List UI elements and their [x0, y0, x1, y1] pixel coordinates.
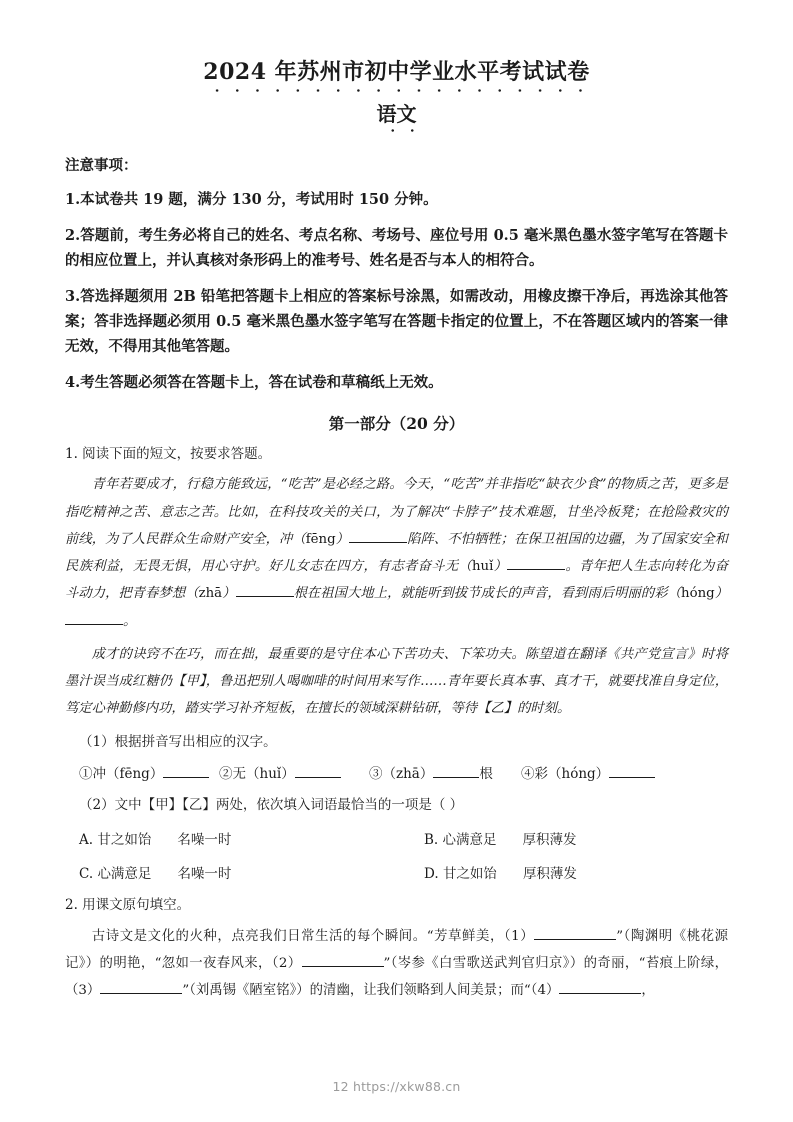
pinyin-blank-2-char: 无（ [232, 766, 260, 783]
pinyin-blank-3-after: 根 [479, 766, 493, 783]
footer-watermark: 12 https://xkw88.cn [332, 1079, 461, 1094]
question-1-sub-2-label: （2）文中【甲】【乙】两处，依次填入词语最恰当的一项是（ ） [79, 796, 464, 813]
option-d-second: 厚积薄发 [522, 866, 577, 883]
question-1-passage-paragraph-1 [65, 465, 728, 635]
option-c-key: C. [79, 866, 94, 883]
passage-text-b: ） [335, 531, 350, 547]
page-title [65, 0, 728, 89]
passage-text-a: 青年若要成才，行稳方能致远，“吃苦”是必经之路。今天，“吃苦”并非指吃“缺衣少食”的物质之苦，更多是指吃精神之苦、意志之苦。比如，在科技攻关的关口，为了解决“卡脖子”技术难题，甘坐冷板凳；在抢险救灾的前线，为了人民群众生命财产安全，冲（ [65, 477, 728, 547]
pinyin-blank-2-close: ） [281, 766, 295, 783]
q2-answer-input-3[interactable] [100, 993, 182, 994]
q2-answer-input-1[interactable] [534, 939, 616, 940]
notices-heading: 注意事项： [65, 156, 138, 174]
passage-text-g: 根在祖国大地上，就能听到拔节成长的声音，看到雨后明丽的彩（ [293, 586, 681, 602]
option-d[interactable] [424, 864, 577, 886]
question-1-sub-1-label: （1）根据拼音写出相应的汉字。 [79, 733, 277, 750]
option-c-second: 名噪一时 [177, 866, 232, 883]
notice-item-4: 4.考生答题必须答在答题卡上，答在试卷和草稿纸上无效。 [65, 373, 443, 391]
option-a-first: 甘之如饴 [97, 831, 152, 848]
pinyin-blank-3-char: （ [382, 766, 396, 783]
pinyin-blank-3-num: ③ [369, 766, 383, 783]
pinyin-blank-1 [79, 764, 219, 786]
option-a-second: 名噪一时 [177, 831, 232, 848]
inline-blank-3[interactable] [236, 596, 294, 597]
option-c-first: 心满意足 [97, 866, 152, 883]
pinyin-blank-1-close: ） [149, 766, 164, 783]
page-title-text: 2024 年苏州市初中学业水平考试试卷 [203, 58, 589, 89]
pinyin-blank-3-close: ） [419, 766, 434, 783]
option-d-key: D. [424, 866, 439, 883]
passage-pinyin-hong: hóng [681, 586, 715, 602]
q2-text-c: ”（岑参《白雪歌送武判官归京》）的奇丽，“苔痕上阶绿，（3） [65, 956, 728, 998]
part-heading: 第一部分（20 分） [328, 413, 465, 433]
passage-pinyin-feng: fēng [305, 531, 336, 547]
option-row-ab [65, 817, 728, 852]
passage-text-e: 。青年把人生志向转化为奋斗动力，把青春梦想（ [65, 559, 729, 602]
pinyin-blank-3 [369, 764, 521, 786]
passage-text-f: ） [222, 586, 236, 602]
option-b[interactable] [424, 830, 577, 852]
q2-answer-input-4[interactable] [559, 993, 641, 994]
question-1-stem: 1. 阅读下面的短文，按要求答题。 [65, 445, 272, 462]
pinyin-blank-1-num: ① [79, 766, 93, 783]
passage-pinyin-hui: huǐ [471, 559, 494, 575]
passage-pinyin-zha: zhā [198, 586, 223, 602]
passage-text-i: 。 [123, 613, 137, 629]
option-b-key: B. [424, 831, 439, 848]
passage-text-d: ） [493, 559, 508, 575]
subject-title [65, 89, 728, 129]
pinyin-answer-input-4[interactable] [609, 777, 655, 778]
pinyin-blank-4-char: 彩（ [534, 766, 562, 783]
option-row-cd [65, 851, 728, 886]
pinyin-blank-2-num: ② [219, 766, 233, 783]
notice-item-3: 3.答选择题须用 2B 铅笔把答题卡上相应的答案标号涂黑，如需改动，用橡皮擦干净后，再选涂其他答案；答非选择题必须用 0.5 毫米黑色墨水签字笔写在答题卡指定的位置上，不在答题区域内的答案一律无效，不得用其他笔答题。 [65, 287, 728, 355]
option-b-second: 厚积薄发 [522, 831, 577, 848]
pinyin-blank-1-pinyin: fēng [119, 766, 150, 783]
pinyin-blank-3-pinyin: zhā [396, 766, 420, 783]
question-2-stem: 2. 用课文原句填空。 [65, 896, 191, 913]
q2-text-b: ”（陶渊明《桃花源记》）的明艳，“忽如一夜春风来，（2） [65, 929, 728, 972]
pinyin-blank-2 [219, 764, 369, 786]
pinyin-blank-2-pinyin: huǐ [259, 766, 282, 783]
pinyin-blank-4-close: ） [595, 766, 610, 783]
q2-answer-input-2[interactable] [302, 966, 384, 967]
question-1-passage-paragraph-2: 成才的诀窍不在巧，而在拙，最重要的是守住本心下苦功夫、下笨功夫。陈望道在翻译《共产党宣言》时将墨汁误当成红糖仍【甲】，鲁迅把别人喝咖啡的时间用来写作……青年要长真本事、真才干，就要找准自身定位，笃定心神勤修内功，踏实学习补齐短板，在擅长的领域深耕钻研，等待【乙】的时刻。 [65, 646, 728, 717]
notice-item-1: 1.本试卷共 19 题，满分 130 分，考试用时 150 分钟。 [65, 191, 438, 209]
notice-item-2: 2.答题前，考生务必将自己的姓名、考点名称、考场号、座位号用 0.5 毫米黑色墨水签字笔写在答题卡的相应位置上，并认真核对条形码上的准考号、姓名是否与本人的相符合。 [65, 227, 728, 269]
inline-blank-2[interactable] [507, 569, 565, 570]
pinyin-blank-1-char: 冲（ [92, 766, 120, 783]
q2-text-a: 古诗文是文化的火种，点亮我们日常生活的每个瞬间。“芳草鲜美，（1） [91, 929, 535, 945]
q2-text-d: ”（刘禹锡《陋室铭》）的清幽，让我们领略到人间美景；而“（4） [182, 982, 560, 998]
pinyin-answer-input-1[interactable] [163, 777, 209, 778]
option-b-first: 心满意足 [442, 831, 497, 848]
passage-text-c: 陷阵、不怕牺牲；在保卫祖国的边疆，为了国家安全和民族利益，无畏无惧，用心守护。好儿女志在四方，有志者奋斗无（ [65, 531, 729, 575]
option-a[interactable] [79, 830, 424, 852]
pinyin-answer-input-3[interactable] [433, 777, 479, 778]
passage-text-h: ） [714, 586, 729, 602]
option-c[interactable] [79, 864, 424, 886]
option-a-key: A. [79, 831, 94, 848]
inline-blank-1[interactable] [349, 542, 407, 543]
pinyin-answer-row [65, 753, 728, 786]
q2-text-e: ， [641, 982, 655, 998]
pinyin-answer-input-2[interactable] [295, 777, 341, 778]
pinyin-blank-4-num: ④ [521, 766, 535, 783]
question-2-passage [65, 916, 728, 1004]
subject-title-text: 语文 [377, 101, 417, 129]
inline-blank-4[interactable] [65, 624, 123, 625]
option-d-first: 甘之如饴 [442, 866, 497, 883]
pinyin-blank-4-pinyin: hóng [561, 766, 596, 783]
pinyin-blank-4 [521, 764, 671, 786]
